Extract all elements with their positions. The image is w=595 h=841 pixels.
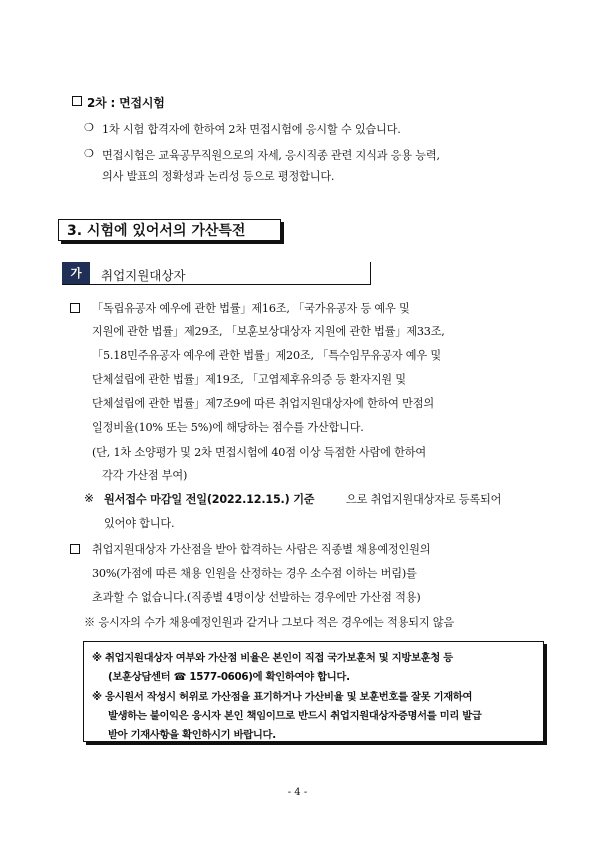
section-title: 3. 시험에 있어서의 가산특전 — [58, 219, 281, 241]
note-mark: ※ — [84, 491, 94, 505]
subsection-underline — [62, 284, 371, 285]
item2-note: ※ 응시자의 수가 채용예정인원과 같거나 그보다 적은 경우에는 적용되지 않음 — [84, 616, 455, 629]
item1-note-bold: 원서접수 마감일 전일(2022.12.15.) 기준 — [104, 493, 315, 506]
checkbox-square-icon — [70, 544, 80, 554]
round2-bullet-2: 면접시험은 교육공무직원으로의 자세, 응시직종 관련 지식과 응용 능력, — [102, 149, 440, 162]
item1-paren-1: (단, 1차 소양평가 및 2차 면접시험에 40점 이상 득점한 사람에 한하여 — [92, 446, 426, 459]
item1-line-1: 「독립유공자 예우에 관한 법률」제16조, 「국가유공자 등 예우 및 — [92, 302, 410, 315]
item1-line-5: 단체설립에 관한 법률」제7조9에 따른 취업지원대상자에 한하여 만점의 — [92, 397, 434, 410]
circle-bullet-icon: ❍ — [84, 121, 94, 134]
item1-line-4: 단체설립에 관한 법률」제19조, 「고엽제후유의증 등 환자지원 및 — [92, 373, 406, 386]
subsection-marker: 가 — [62, 262, 90, 284]
item1-note-line2: 있어야 합니다. — [104, 517, 175, 530]
circle-bullet-icon: ❍ — [84, 147, 94, 160]
item1-line-2: 지원에 관한 법률」제29조, 「보훈보상대상자 지원에 관한 법률」제33조, — [92, 325, 445, 338]
item2-line-2: 30%(가점에 따른 채용 인원을 산정하는 경우 소수점 이하는 버림)를 — [92, 567, 417, 580]
notice-line-3: ※ 응시원서 작성시 허위로 가산점을 표기하거나 가산비율 및 보훈번호를 잘못 기재하여 — [92, 691, 473, 703]
item1-note-rest: 으로 취업지원대상자로 등록되어 — [346, 493, 502, 506]
page-number: - 4 - — [287, 787, 308, 798]
notice-line-2: (보훈상담센터 ☎ 1577-0606)에 확인하여야 합니다. — [108, 671, 350, 683]
checkbox-square-icon — [72, 96, 82, 106]
notice-line-4: 발생하는 불이익은 응시자 본인 책임이므로 반드시 취업지원대상자증명서를 미리 발급 — [108, 710, 482, 722]
notice-line-5: 받아 기재사항을 확인하시기 바랍니다. — [108, 729, 276, 741]
checkbox-square-icon — [70, 303, 80, 313]
item1-paren-2: 각각 가산점 부여) — [102, 469, 188, 482]
notice-box — [83, 641, 544, 742]
item2-line-1: 취업지원대상자 가산점을 받아 합격하는 사람은 직종별 채용예정인원의 — [92, 543, 431, 556]
round2-heading: 2차 : 면접시험 — [87, 96, 165, 110]
item1-line-3: 「5.18민주유공자 예우에 관한 법률」제20조, 「특수임무유공자 예우 및 — [92, 349, 441, 362]
notice-line-1: ※ 취업지원대상자 여부와 가산점 비율은 본인이 직접 국가보훈처 및 지방보훈청 등 — [92, 652, 453, 664]
round2-bullet-1: 1차 시험 합격자에 한하여 2차 면접시험에 응시할 수 있습니다. — [102, 123, 401, 136]
round2-bullet-2-cont: 의사 발표의 정확성과 논리성 등으로 평정합니다. — [102, 170, 335, 183]
item2-line-3: 초과할 수 없습니다.(직종별 4명이상 선발하는 경우에만 가산점 적용) — [92, 591, 421, 604]
item1-line-6: 일정비율(10% 또는 5%)에 해당하는 점수를 가산합니다. — [92, 421, 364, 434]
subsection-right-border — [370, 262, 371, 285]
subsection-title: 취업지원대상자 — [101, 268, 186, 283]
